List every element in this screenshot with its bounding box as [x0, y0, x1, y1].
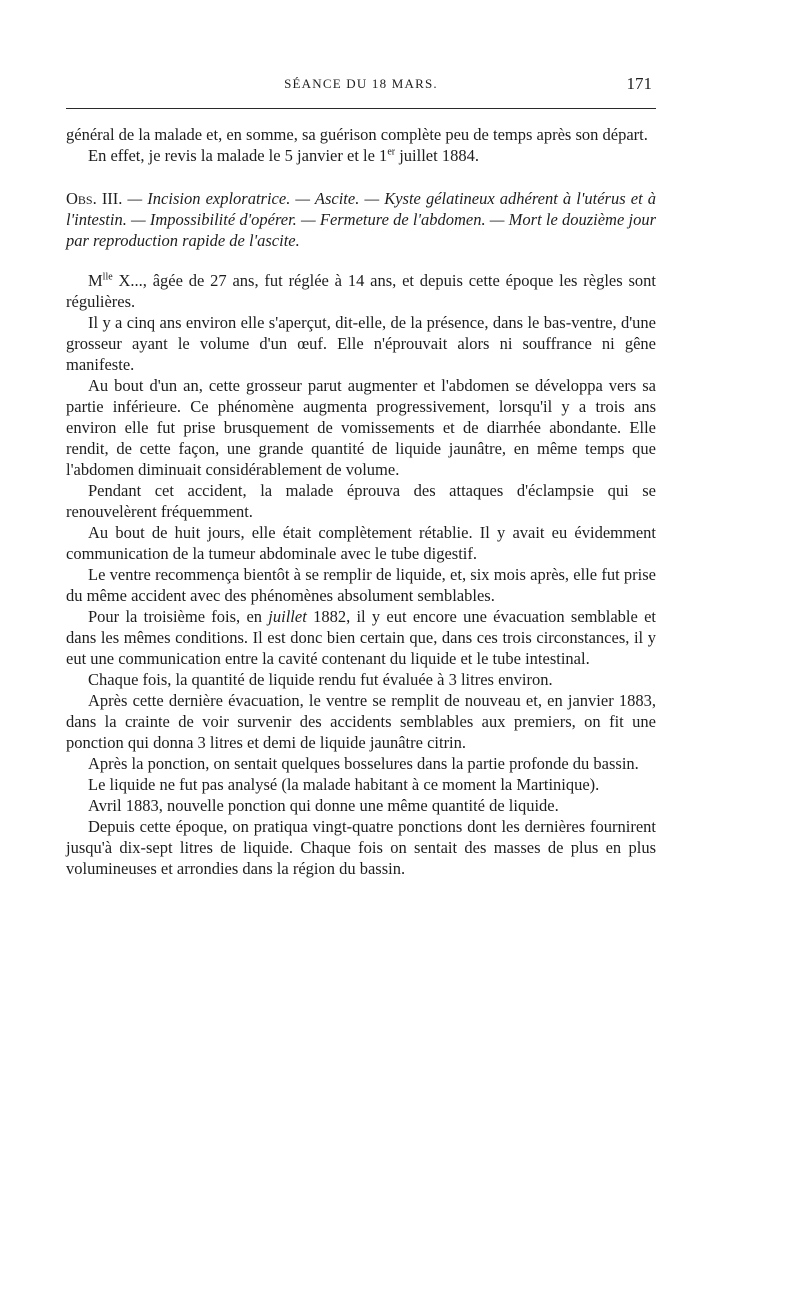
paragraph: Le liquide ne fut pas analysé (la malade habitant à ce moment la Martinique).: [88, 775, 600, 794]
paragraph: Au bout de huit jours, elle était complètement rétablie. Il y avait eu évidemment communication de la tumeur abdominale avec le tube digestif.: [66, 523, 656, 563]
text-span: M: [88, 271, 103, 290]
page-number: 171: [626, 74, 652, 93]
paragraph: [66, 145, 656, 166]
text-span: 1882, il y eut encore une évacuation semblable et dans les mêmes conditions. Il est donc bien certain que, dans ces trois circonstances, il y eut une communication entre la cavité contenant du liquide et le tube intestinal.: [66, 607, 656, 668]
paragraph: général de la malade et, en somme, sa guérison complète peu de temps après son départ.: [66, 125, 648, 144]
text-span: En effet, je revis la malade le 5 janvier et le 1: [88, 146, 388, 165]
body-text: [66, 124, 656, 879]
running-title: SÉANCE DU 18 MARS.: [284, 76, 438, 91]
observation-description: — Incision exploratrice. — Ascite. — Kyste gélatineux adhérent à l'utérus et à l'intestin. — Impossibilité d'opérer. — Fermeture de l'abdomen. — Mort le douzième jour par reproduction rapide de l'ascite.: [66, 189, 656, 250]
paragraph: Depuis cette époque, on pratiqua vingt-quatre ponctions dont les dernières fournirent jusqu'à dix-sept litres de liquide. Chaque fois on sentait des masses de plus en plus volumineuses et arrondies dans la région du bassin.: [66, 817, 656, 878]
paragraph: Le ventre recommença bientôt à se remplir de liquide, et, six mois après, elle fut prise du même accident avec des phénomènes absolument semblables.: [66, 565, 656, 605]
paragraph: [66, 270, 656, 312]
spacer: [66, 166, 656, 188]
superscript: er: [387, 146, 396, 158]
paragraph: Pendant cet accident, la malade éprouva des attaques d'éclampsie qui se renouvelèrent fréquemment.: [66, 481, 656, 521]
paragraph: Après la ponction, on sentait quelques bosselures dans la partie profonde du bassin.: [88, 754, 639, 773]
paragraph: Après cette dernière évacuation, le ventre se remplit de nouveau et, en janvier 1883, dans la crainte de voir survenir des accidents semblables aux premiers, on fit une ponction qui donna 3 litres et demi de liquide jaunâtre citrin.: [66, 691, 656, 752]
superscript: lle: [102, 271, 113, 283]
page-header: [66, 74, 656, 104]
text-span: juillet 1884.: [395, 146, 479, 165]
observation-label: Obs. III.: [66, 189, 123, 208]
paragraph: [66, 606, 656, 669]
paragraph: Au bout d'un an, cette grosseur parut augmenter et l'abdomen se développa vers sa partie inférieure. Ce phénomène augmenta progressivement, lorsqu'il y a trois ans environ elle fut prise brusquement de vomissements et de diarrhée abondante. Elle rendit, de cette façon, une grande quantité de liquide jaunâtre, en même temps que l'abdomen diminuait considérablement de volume.: [66, 376, 656, 479]
header-rule: [66, 108, 656, 109]
observation-heading: [66, 188, 656, 251]
text-span: Pour la troisième fois, en: [88, 607, 269, 626]
paragraph: Chaque fois, la quantité de liquide rendu fut évaluée à 3 litres environ.: [88, 670, 553, 689]
paragraph: Il y a cinq ans environ elle s'aperçut, dit-elle, de la présence, dans le bas-ventre, d'une grosseur ayant le volume d'un œuf. Elle n'éprouvait alors ni souffrance ni gêne manifeste.: [66, 313, 656, 374]
paragraph: Avril 1883, nouvelle ponction qui donne une même quantité de liquide.: [88, 796, 559, 815]
italic-month: juillet: [268, 607, 307, 626]
spacer: [66, 251, 656, 270]
text-span: X..., âgée de 27 ans, fut réglée à 14 ans, et depuis cette époque les règles sont régulières.: [66, 271, 656, 311]
